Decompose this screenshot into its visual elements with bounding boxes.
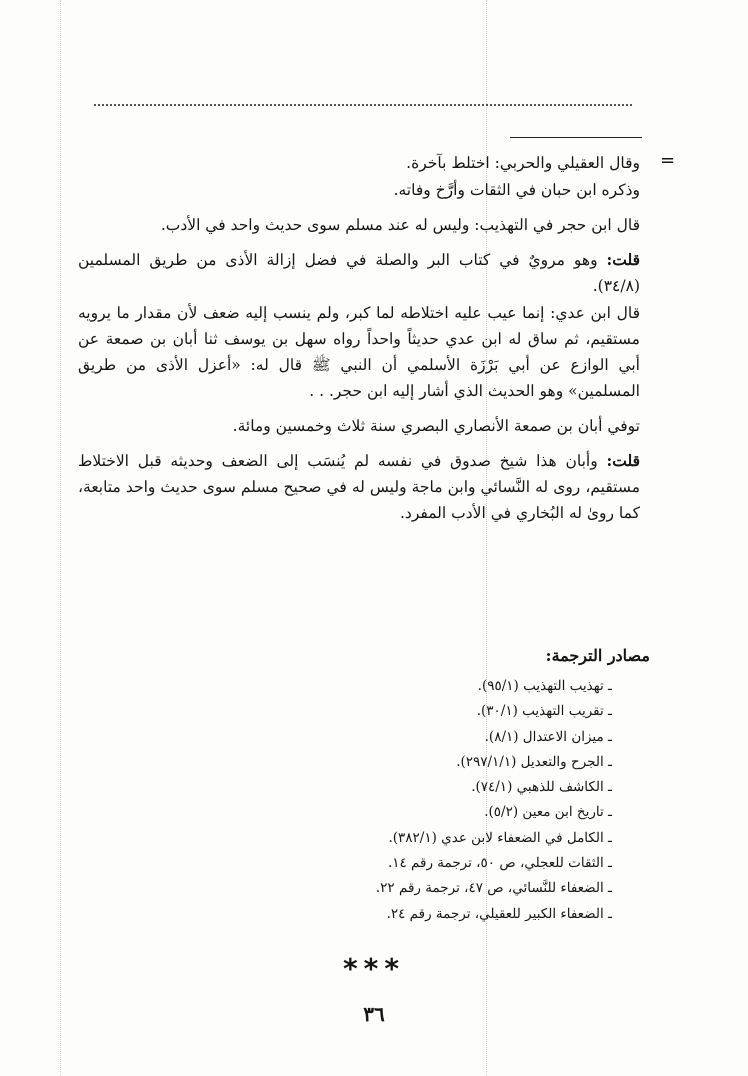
source-item: ـ الضعفاء الكبير للعقيلي، ترجمة رقم ٢٤. (212, 902, 612, 927)
paragraph: قلت: وهو مرويٌ في كتاب البر والصلة في فضل إزالة الأذى من طريق المسلمين (٣٤/٨). (78, 250, 640, 295)
source-item: ـ الجرح والتعديل (٢٩٧/١/١). (212, 750, 612, 775)
source-item: ـ ميزان الاعتدال (٨/١). (212, 725, 612, 750)
source-item: ـ تهذيب التهذيب (٩٥/١). (212, 674, 612, 699)
page-number: ٣٦ (363, 1002, 385, 1026)
paragraph: قلت: وأبان هذا شيخ صدوق في نفسه لم يُنسَب إلى الضعف وحديثه قبل الاختلاط مستقيم، روى له النَّسائي وابن ماجة وليس له في صحيح مسلم سوى حديث واحد متابعة، كما روىٰ له البُخاري في الأدب المفرد. (78, 451, 640, 522)
source-item: ـ الضعفاء للنَّسائي، ص ٤٧، ترجمة رقم ٢٢. (212, 876, 612, 901)
source-item: ـ تقريب التهذيب (٣٠/١). (212, 699, 612, 724)
source-item: ـ الكاشف للذهبي (٧٤/١). (212, 775, 612, 800)
sources-list (212, 674, 612, 927)
paragraph: وذكره ابن حبان في الثقات وأرَّخ وفاته. (393, 181, 640, 199)
section-separator: *** (343, 952, 405, 985)
dotted-header-border (94, 104, 632, 106)
paragraph: وقال العقيلي والحربي: اختلط بآخرة. (406, 154, 640, 172)
continuation-mark: = (660, 150, 676, 171)
footnote-rule (510, 137, 642, 138)
paragraph: قال ابن عدي: إنما عيب عليه اختلاطه لما كبر، ولم ينسب إليه ضعف لأن مقدار ما يرويه مستقيم، ثم ساق له ابن عدي حديثاً واحداً رواه سهل بن يوسف ثنا أبان بن صمعة عن أبي الوازع عن أبي بَرْزَة الأسلمي أن النبي ﷺ قال له: «أعزل الأذى من طريق المسلمين» وهو الحديث الذي أشار إليه ابن حجر. . . (78, 304, 640, 400)
paragraph: قال ابن حجر في التهذيب: وليس له عند مسلم سوى حديث واحد في الأدب. (160, 216, 640, 234)
source-item: ـ الكامل في الضعفاء لابن عدي (٣٨٢/١). (212, 826, 612, 851)
paragraph: توفي أبان بن صمعة الأنصاري البصري سنة ثلاث وخمسين ومائة. (232, 417, 640, 435)
main-text (78, 150, 640, 535)
sources-heading: مصادر الترجمة: (545, 646, 650, 665)
source-item: ـ الثقات للعجلي، ص ٥٠، ترجمة رقم ١٤. (212, 851, 612, 876)
scan-guide-line (60, 0, 61, 1076)
source-item: ـ تاريخ ابن معين (٥/٢). (212, 800, 612, 825)
